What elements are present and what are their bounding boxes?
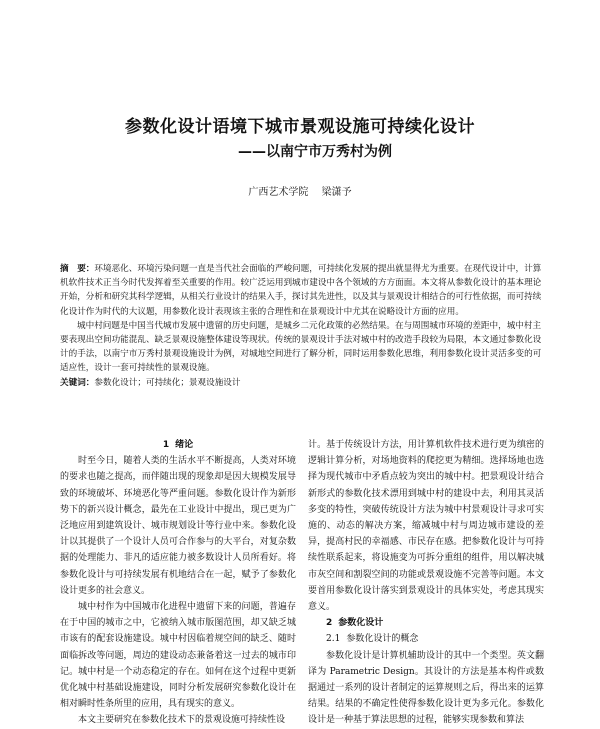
body-paragraph: 计。基于传统设计方法，用计算机软件技术进行更为缜密的逻辑计算分析，对场地资料的爬挖更为精细。选择场地也选择为现代城市中矛盾点较为突出的城中村。把景观设计结合新形式的参数化技术漂用到城中村的建设中去，利用其灵活多变的特性，突破传统设计方法为城中村景观设计寻求可实施的、动态的解决方案，缩减城中村与周边城市建设的差异，提高村民的幸福感、市民存在感。把参数化设计与可持续性联系起来，将设施变为可拆分重组的组件，用以解决城市灰空间和割裂空间的功能或景观设施不完善等问题。本文要首用参数化设计落实到景观设计的具体实处，考虑其现实意义。 [308,440,544,613]
section-number: 1 [162,440,170,450]
author-line [0,183,600,198]
keywords-line [60,376,544,390]
section-number: 2 [326,618,333,629]
keywords-label: 关键词： [60,377,95,388]
abstract-paragraph-1 [60,262,544,319]
paper-subtitle: ——以南宁市万秀村为例 [238,144,392,160]
abstract-block [60,262,544,390]
keywords-text: 参数化设计；可持续化；景观设施设计 [94,377,241,388]
body-paragraph: 时至今日，随着人类的生活水平不断提高，人类对环境的要求也随之提高，而伴随出现的现象却是因大规模发展导致的环境破坏、环境恶化等严重问题。参数化设计作为新形势下的新兴设计概念，最先在工业设计中提出，现已更为广泛地应用到建筑设计、城市规划设计等行业中来。参数化设计以其提供了一个设计人员可合作参与的大平台，对复杂数据的处理能力、非凡的适应能力被多数设计人员所看好。将参数化设计与可持续发展有机地结合在一起，赋予了参数化设计更多的社会意义。 [60,456,296,596]
author-name: 梁潇予 [321,187,352,198]
subsection-number: 2.1 [326,634,341,645]
body-paragraph: 城中村作为中国城市化进程中遗留下来的问题，普遍存在于中国的城市之中，它被纳入城市版图范围，却又缺乏城市该有的配套设施建设。城中村因临着规空间的缺乏、随时面临拆改等问题，周边的建设动态兼备着这一过去的城市印记。城中村是一个动态稳定的存在。如何在这个过程中更新优化城中村基础设施建设，同时分析发展研究参数化设计在相对瞬时性条所里的应用，具有现实的意义。 [60,602,296,710]
body-paragraph: 参数化设计是计算机辅助设计的其中一个类型。英文翻译为 Parametric Design。其设计的方法是基本构件或数据通过一系列的设计者制定的运算规则之后，得出来的运算结果。结果的不确定性使得参数化设计更为多元化。参数化设计是一种基于算法思想的过程，能够实现参数和算法 [308,650,544,726]
subsection-heading-concept [308,631,544,647]
body-right-column [308,437,544,729]
section-heading-intro [60,437,296,453]
section-heading-parametric [308,615,544,631]
body-left-column [60,437,296,729]
subsection-title: 参数化设计的概念 [346,634,419,645]
abstract-text-1: 环境恶化、环境污染问题一直是当代社会面临的严峻问题，可持续化发展的提出就显得尤为重要。在现代设计中，计算机软件技术正当今时代发挥着至关重要的作用。较广泛运用到城市建设中各个领域的方方面面。本文将从参数化设计的基本理论开始，分析和研究其科学逻辑，从相关行业设计的结果入手，探讨其先进性，以及其与景观设计相结合的可行性依据，而可持续化设计作为时代的大议题，用参数化设计表现该主张的合理性和在景观设计中尤其在说略设计方面的应用。 [60,264,542,317]
paper-title: 参数化设计语境下城市景观设施可持续化设计 [125,117,475,137]
abstract-paragraph-2: 城中村问题是中国当代城市发展中遗留的历史问题，是城乡二元化政策的必然结果。在与周围城市环境的差距中，城中村主要表现出空间功能混乱、缺乏景观设施整体建设等现状。传统的景观设计手法对城中村的改造手段较为局限，本文通过参数化设计的手法，以南宁市万秀村景观设施设计为例，对城地空间进行了解分析，同时运用参数化思维，利用参数化设计灵活多变的可适应性，设计一套可持续性的景观设施。 [60,320,542,374]
abstract-label: 摘 要： [60,264,95,274]
section-title: 参数化设计 [338,618,384,629]
author-affiliation: 广西艺术学院 [248,187,309,198]
section-title: 绪论 [175,440,194,450]
body-paragraph: 本文主要研究在参数化技术下的景观设施可持续性设 [78,715,286,726]
